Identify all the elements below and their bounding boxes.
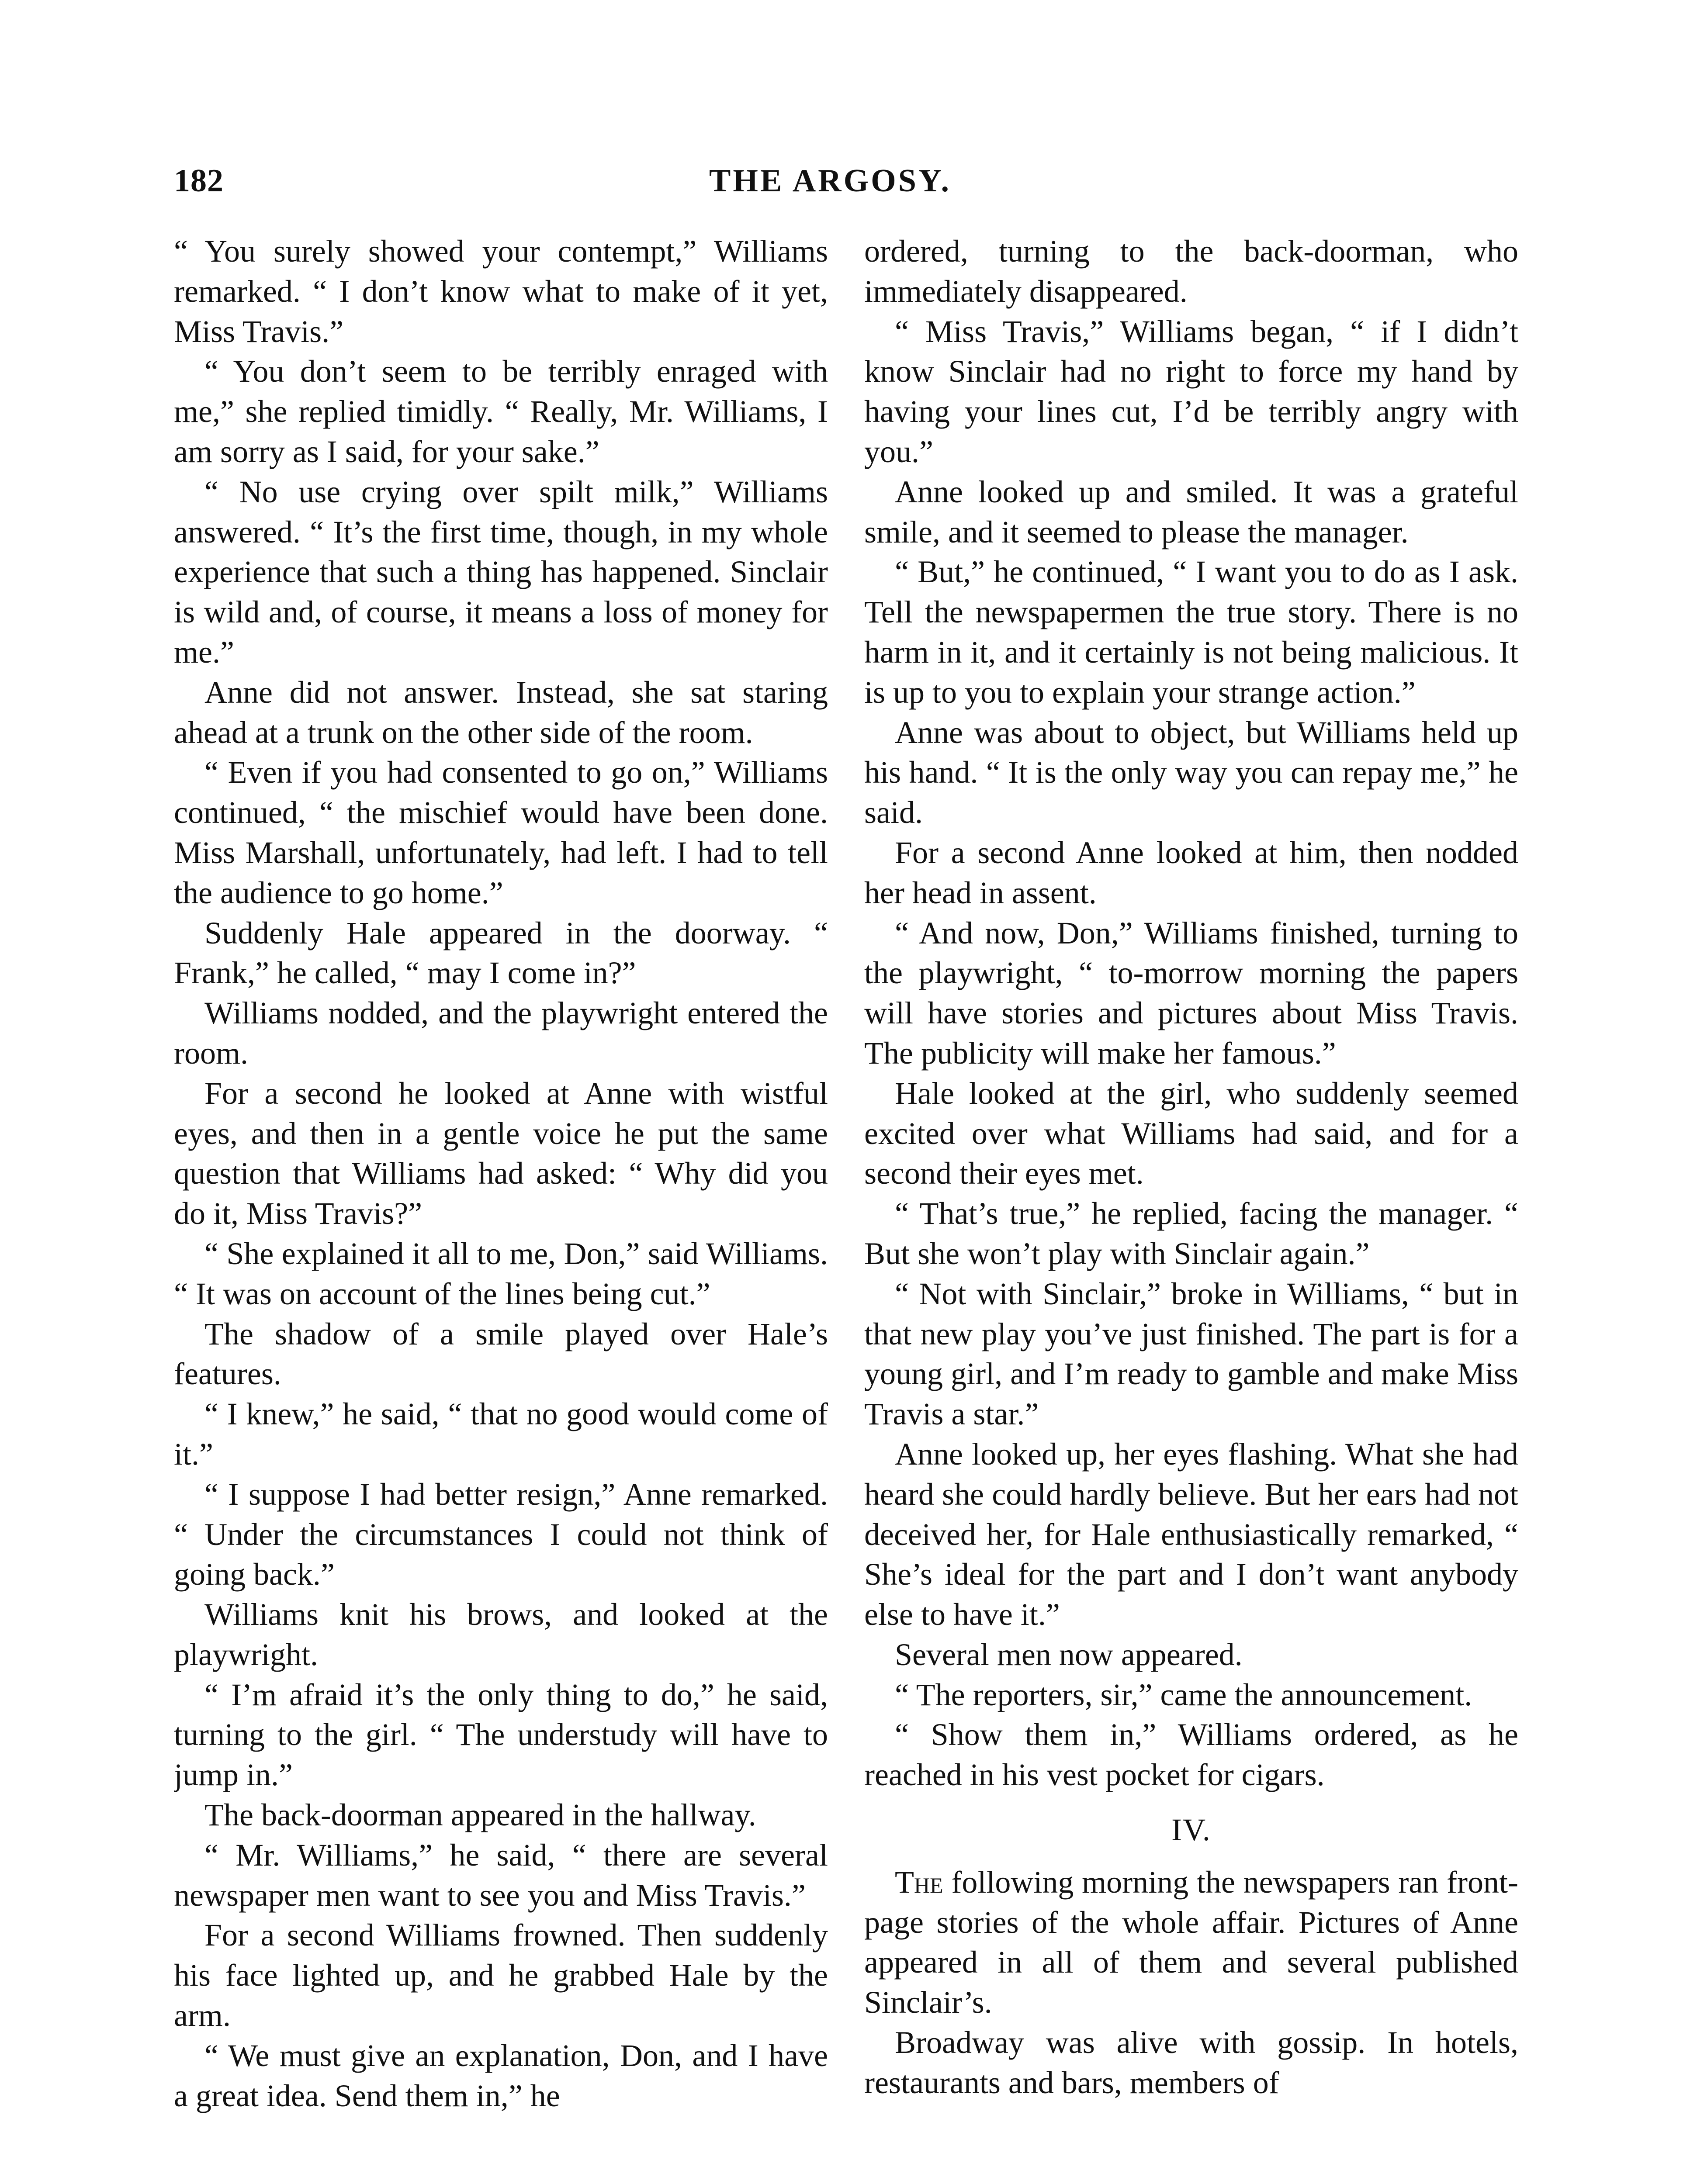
paragraph: “ And now, Don,” Williams finished, turning to the playwright, “ to-morrow morning the papers will have stories and pictures about Miss Travis. The publicity will make her famous.” <box>864 915 1518 1071</box>
page-number: 182 <box>174 163 224 199</box>
paragraph: “ She explained it all to me, Don,” said Williams. “ It was on account of the lines being cut.” <box>174 1236 828 1311</box>
paragraph: Several men now appeared. <box>895 1637 1243 1672</box>
paragraph: Anne did not answer. Instead, she sat staring ahead at a trunk on the other side of the room. <box>174 674 828 750</box>
paragraph: “ We must give an explanation, Don, and I have a great idea. Send them in,” he <box>174 2038 828 2113</box>
paragraph <box>864 1863 1518 2023</box>
paragraph: Williams knit his brows, and looked at the playwright. <box>174 1597 828 1672</box>
running-head-title: THE ARGOSY. <box>709 163 951 199</box>
paragraph: “ You surely showed your contempt,” Williams remarked. “ I don’t know what to make of it yet, Miss Travis.” <box>174 234 828 349</box>
paragraph: “ I suppose I had better resign,” Anne remarked. “ Under the circumstances I could not think of going back.” <box>174 1476 828 1592</box>
paragraph: Anne was about to object, but Williams held up his hand. “ It is the only way you can repay me,” he said. <box>864 715 1518 830</box>
paragraph: “ No use crying over spilt milk,” Williams answered. “ It’s the first time, though, in my whole experience that such a thing has happened. Sinclair is wild and, of course, it means a loss of money for me.” <box>174 474 828 670</box>
paragraph: The back-doorman appeared in the hallway. <box>204 1797 756 1833</box>
paragraph: For a second Williams frowned. Then suddenly his face lighted up, and he grabbed Hale by the arm. <box>174 1918 828 2033</box>
paragraph: “ Show them in,” Williams ordered, as he reached in his vest pocket for cigars. <box>864 1717 1518 1793</box>
paragraph: “ That’s true,” he replied, facing the manager. “ But she won’t play with Sinclair again.” <box>864 1196 1518 1271</box>
paragraph: ordered, turning to the back-doorman, who immediately disappeared. <box>864 234 1518 309</box>
right-text-column <box>864 232 1518 2184</box>
left-text-column <box>174 232 828 2184</box>
paragraph: “ I knew,” he said, “ that no good would come of it.” <box>174 1396 828 1472</box>
paragraph: “ Even if you had consented to go on,” Williams continued, “ the mischief would have been done. Miss Marshall, unfortunately, had left. I had to tell the audience to go home.” <box>174 755 828 910</box>
paragraph: “ I’m afraid it’s the only thing to do,” he said, turning to the girl. “ The understudy will have to jump in.” <box>174 1677 828 1793</box>
paragraph: “ The reporters, sir,” came the announcement. <box>895 1677 1472 1712</box>
paragraph: For a second he looked at Anne with wistful eyes, and then in a gentle voice he put the same question that Williams had asked: “ Why did you do it, Miss Travis?” <box>174 1075 828 1231</box>
paragraph: “ You don’t seem to be terribly enraged with me,” she replied timidly. “ Really, Mr. Williams, I am sorry as I said, for your sake.” <box>174 354 828 469</box>
paragraph: Anne looked up, her eyes flashing. What she had heard she could hardly believe. But her ears had not deceived her, for Hale enthusiastically remarked, “ She’s ideal for the part and I don’t want anybody else to have it.” <box>864 1436 1518 1632</box>
paragraph: Broadway was alive with gossip. In hotels, restaurants and bars, members of <box>864 2025 1518 2100</box>
paragraph: For a second Anne looked at him, then nodded her head in assent. <box>864 835 1518 910</box>
small-caps-lead: The <box>895 1864 943 1900</box>
paragraph: “ Not with Sinclair,” broke in Williams, “ but in that new play you’ve just finished. The part is for a young girl, and I’m ready to gamble and make Miss Travis a star.” <box>864 1276 1518 1432</box>
paragraph: The shadow of a smile played over Hale’s features. <box>174 1316 828 1392</box>
paragraph: Williams nodded, and the playwright entered the room. <box>174 995 828 1071</box>
paragraph: “ Miss Travis,” Williams began, “ if I didn’t know Sinclair had no right to force my hand by having your lines cut, I’d be terribly angry with you.” <box>864 314 1518 469</box>
paragraph: “ Mr. Williams,” he said, “ there are several newspaper men want to see you and Miss Travis.” <box>174 1837 828 1913</box>
paragraph: Hale looked at the girl, who suddenly seemed excited over what Williams had said, and for a second their eyes met. <box>864 1075 1518 1191</box>
paragraph: Suddenly Hale appeared in the doorway. “ Frank,” he called, “ may I come in?” <box>174 915 828 991</box>
paragraph: “ But,” he continued, “ I want you to do as I ask. Tell the newspapermen the true story. There is no harm in it, and it certainly is not being malicious. It is up to you to explain your strange action.” <box>864 554 1518 710</box>
section-heading: IV. <box>1171 1812 1211 1848</box>
paragraph-text: following morning the newspapers ran front-page stories of the whole affair. Pictures of Anne appeared in all of them and several published Sinclair’s. <box>864 1864 1518 2020</box>
paragraph: Anne looked up and smiled. It was a grateful smile, and it seemed to please the manager. <box>864 474 1518 549</box>
